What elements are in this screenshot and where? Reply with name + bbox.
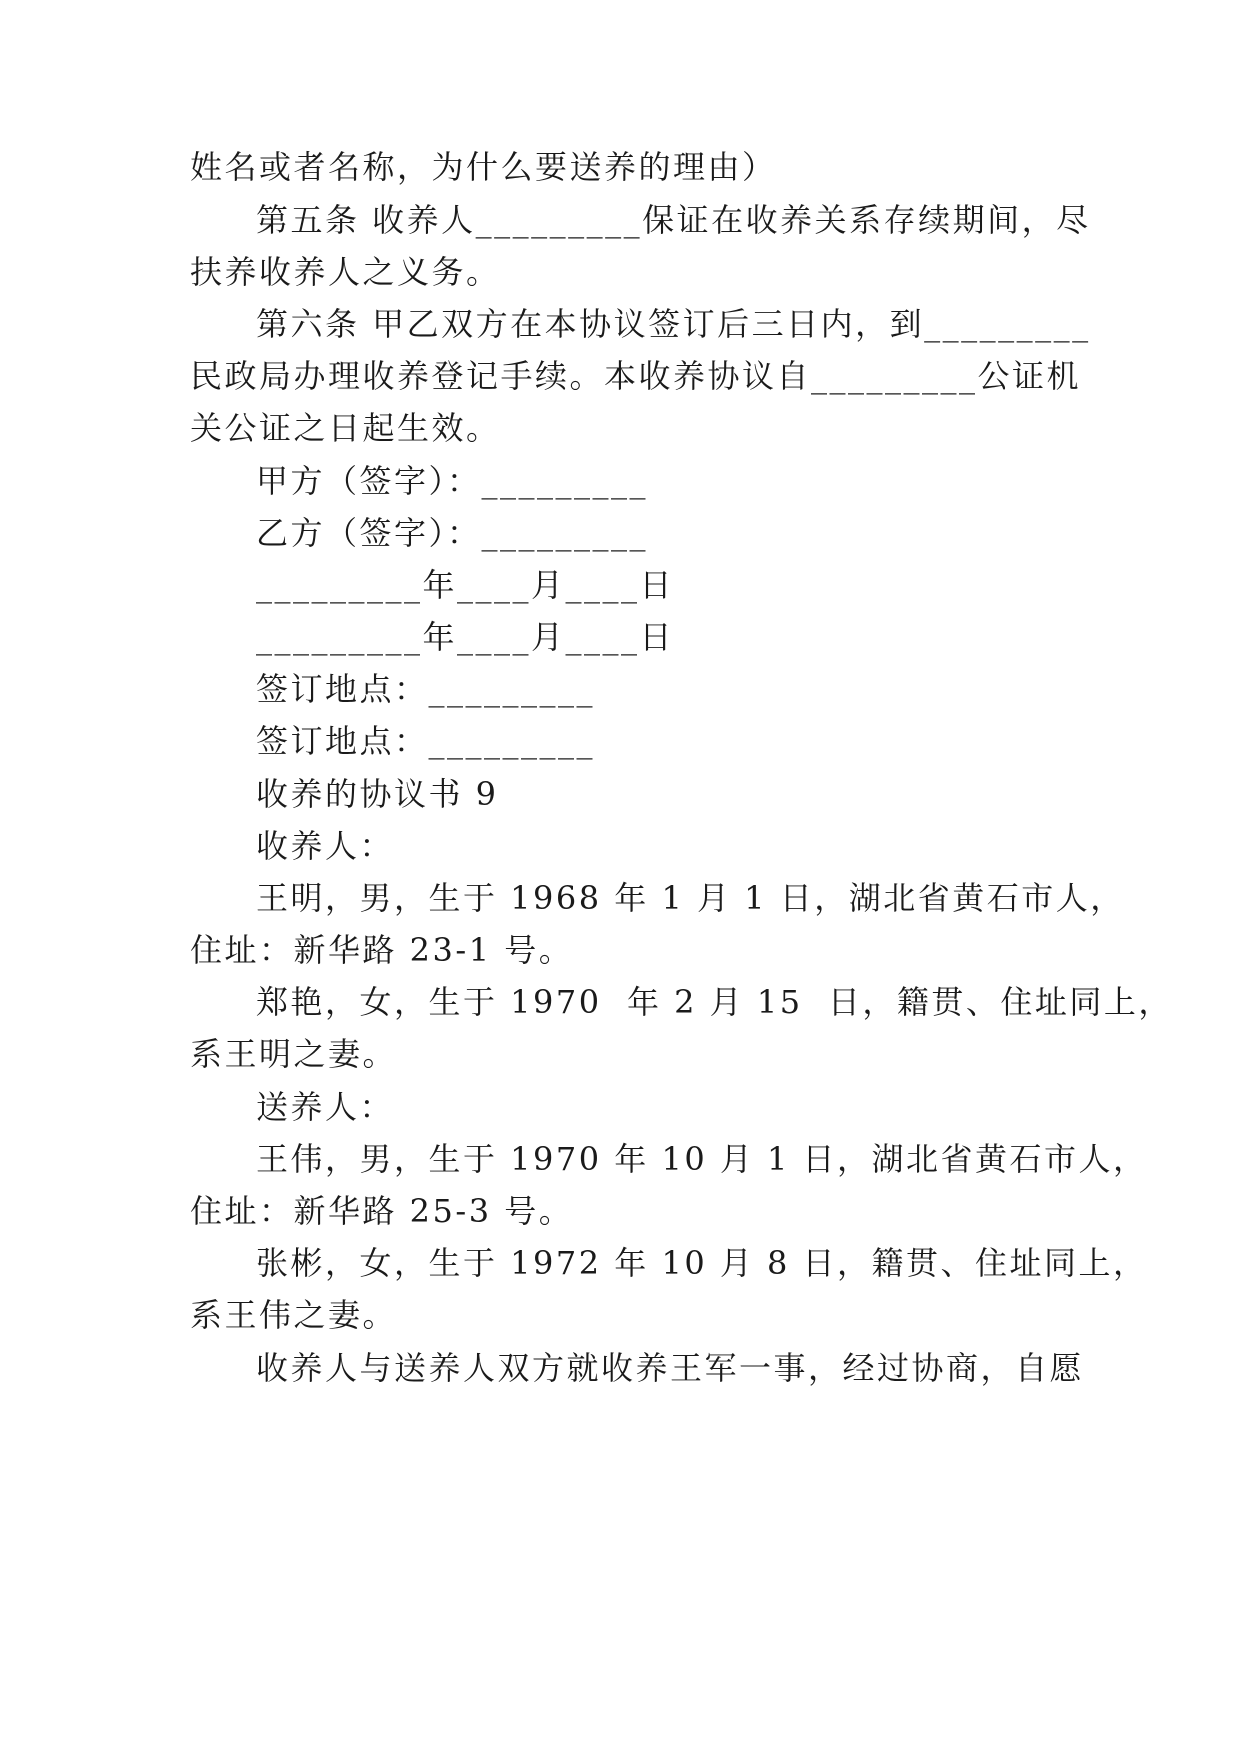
party-b-signature-line: 乙方（签字）：_________ [256,514,649,552]
relinquisher-heading: 送养人： [256,1088,395,1126]
text-line: 王伟，男，生于 1970 年 10 月 1 日，湖北省黄石市人， [256,1140,1148,1178]
text-line: 住址：新华路 25-3 号。 [190,1192,574,1230]
section-title: 收养的协议书 9 [256,775,499,813]
party-a-signature-line: 甲方（签字）：_________ [256,462,649,500]
text-line: 收养人与送养人双方就收养王军一事，经过协商，自愿 [256,1349,1085,1387]
signing-location-line: 签订地点：_________ [256,722,596,760]
date-line: _________年____月____日 [256,618,675,656]
signing-location-line: 签订地点：_________ [256,670,596,708]
text-line: 王明，男，生于 1968 年 1 月 1 日，湖北省黄石市人， [256,879,1125,917]
text-line: 民政局办理收养登记手续。本收养协议自_________公证机 [190,357,1082,395]
text-line: 张彬，女，生于 1972 年 10 月 8 日，籍贯、住址同上， [256,1244,1148,1282]
text-line: 郑艳，女，生于 1970 年 2 月 15 日，籍贯、住址同上， [256,983,1173,1021]
text-line: 扶养收养人之义务。 [190,253,501,291]
text-line: 关公证之日起生效。 [190,409,501,447]
date-line: _________年____月____日 [256,566,675,604]
article-5-line: 第五条 收养人_________保证在收养关系存续期间，尽 [256,201,1091,239]
text-line: 系王明之妻。 [190,1035,398,1073]
text-line: 系王伟之妻。 [190,1296,398,1334]
article-6-line: 第六条 甲乙双方在本协议签订后三日内，到_________ [256,305,1091,343]
text-line: 住址：新华路 23-1 号。 [190,931,574,969]
adopter-heading: 收养人： [256,827,395,865]
text-line: 姓名或者名称，为什么要送养的理由） [190,148,777,186]
